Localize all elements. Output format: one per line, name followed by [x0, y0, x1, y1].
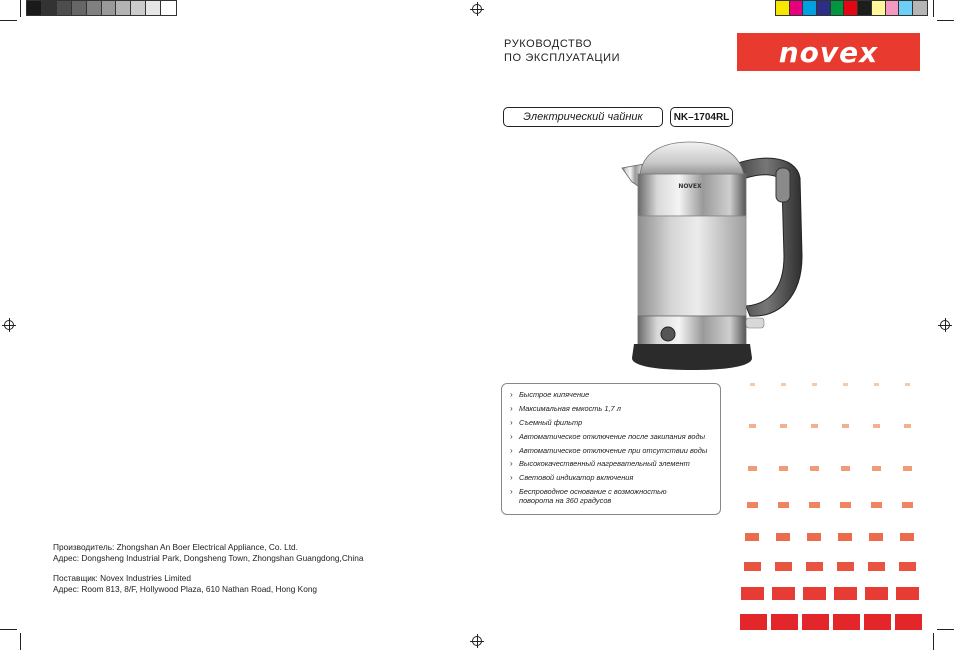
decorative-square [864, 614, 891, 630]
arrow-right-icon: › [510, 473, 513, 483]
calibration-swatch [72, 1, 87, 15]
crop-mark [933, 0, 934, 17]
grayscale-calibration-bar [26, 0, 177, 16]
decorative-square [776, 533, 790, 541]
calibration-swatch [161, 1, 176, 15]
decorative-square [811, 424, 818, 428]
decorative-square [873, 424, 880, 428]
decorative-square [803, 587, 826, 600]
calibration-swatch [790, 1, 804, 15]
model-label: NK–1704RL [670, 107, 733, 127]
decorative-square [905, 383, 910, 386]
calibration-swatch [913, 1, 927, 15]
arrow-right-icon: › [510, 417, 513, 427]
feature-item-continuation: поворота на 360 градусов [519, 496, 612, 506]
manual-title [504, 37, 620, 65]
decorative-square [740, 614, 767, 630]
decorative-square [868, 562, 885, 571]
color-calibration-bar [775, 0, 928, 16]
decorative-square [810, 466, 819, 471]
calibration-swatch [87, 1, 102, 15]
calibration-swatch [131, 1, 146, 15]
arrow-right-icon: › [510, 390, 513, 399]
arrow-right-icon: › [510, 487, 513, 497]
feature-item: › Быстрое кипячение [510, 390, 590, 399]
decorative-square [741, 587, 764, 600]
crop-mark [0, 629, 17, 630]
feature-item: › Максимальная емкость 1,7 л [510, 403, 621, 413]
calibration-swatch [872, 1, 886, 15]
registration-mark-icon [472, 4, 482, 14]
calibration-swatch [858, 1, 872, 15]
decorative-square [900, 533, 914, 541]
decorative-square [780, 424, 787, 428]
decorative-square [903, 466, 912, 471]
feature-item: › Съемный фильтр [510, 417, 583, 427]
supplier-address: Адрес: Room 813, 8/F, Hollywood Plaza, 610 Nathan Road, Hong Kong [53, 584, 318, 594]
decorative-square [840, 502, 851, 508]
decorative-square [744, 562, 761, 571]
decorative-square [899, 562, 916, 571]
decorative-square [841, 466, 850, 471]
decorative-square [779, 466, 788, 471]
crop-mark [933, 633, 934, 650]
arrow-right-icon: › [510, 431, 513, 441]
manufacturer-info [53, 542, 364, 564]
decorative-square [869, 533, 883, 541]
features-box [501, 383, 721, 515]
decorative-square [896, 587, 919, 600]
decorative-square [902, 502, 913, 508]
decorative-square [806, 562, 823, 571]
crop-mark [20, 633, 21, 650]
arrow-right-icon: › [510, 459, 513, 469]
registration-mark-icon [4, 320, 14, 330]
calibration-swatch [831, 1, 845, 15]
registration-mark-icon [472, 636, 482, 646]
decorative-square [750, 383, 755, 386]
calibration-swatch [776, 1, 790, 15]
feature-item: › Автоматическое отключение после закипания воды [510, 431, 706, 441]
decorative-square [834, 587, 857, 600]
feature-item: › Высококачественный нагревательный элемент [510, 459, 690, 469]
calibration-swatch [57, 1, 72, 15]
decorative-square [833, 614, 860, 630]
kettle-brand-text: NOVEX [678, 183, 702, 190]
supplier-name: Поставщик: Novex Industries Limited [53, 573, 192, 583]
calibration-swatch [146, 1, 161, 15]
decorative-square [745, 533, 759, 541]
logo-text: novex [778, 35, 879, 69]
decorative-square [775, 562, 792, 571]
manufacturer-name: Производитель: Zhongshan An Boer Electrical Appliance, Co. Ltd. [53, 542, 298, 552]
manual-title-line-1: РУКОВОДСТВО [504, 38, 593, 50]
novex-logo [737, 33, 920, 71]
crop-mark [20, 0, 21, 17]
crop-mark [937, 629, 954, 630]
arrow-right-icon: › [510, 403, 513, 413]
calibration-swatch [886, 1, 900, 15]
decorative-square [747, 502, 758, 508]
calibration-swatch [817, 1, 831, 15]
decorative-square [874, 383, 879, 386]
feature-item: › Беспроводное основание с возможностью [510, 487, 667, 497]
decorative-square [771, 614, 798, 630]
decorative-square [781, 383, 786, 386]
calibration-swatch [899, 1, 913, 15]
calibration-swatch [42, 1, 57, 15]
calibration-swatch [844, 1, 858, 15]
decorative-square [778, 502, 789, 508]
registration-mark-icon [940, 320, 950, 330]
crop-mark [937, 20, 954, 21]
decorative-square [807, 533, 821, 541]
arrow-right-icon: › [510, 445, 513, 455]
decorative-square [872, 466, 881, 471]
decorative-square [895, 614, 922, 630]
kettle-image [618, 138, 808, 370]
supplier-info [53, 573, 317, 595]
manufacturer-address: Адрес: Dongsheng Industrial Park, Dongsheng Town, Zhongshan Guangdong,China [53, 553, 364, 563]
decorative-square [904, 424, 911, 428]
decorative-square [842, 424, 849, 428]
decorative-square [837, 562, 854, 571]
decorative-square [812, 383, 817, 386]
calibration-swatch [116, 1, 131, 15]
decorative-square [772, 587, 795, 600]
decorative-square [865, 587, 888, 600]
crop-mark [0, 20, 17, 21]
product-name-label: Электрический чайник [503, 107, 663, 127]
feature-item: › Световой индикатор включения [510, 473, 634, 483]
decorative-square [748, 466, 757, 471]
decorative-square [809, 502, 820, 508]
manual-title-line-2: ПО ЭКСПЛУАТАЦИИ [504, 52, 621, 64]
decorative-square [802, 614, 829, 630]
decorative-square [871, 502, 882, 508]
calibration-swatch [803, 1, 817, 15]
decorative-square [838, 533, 852, 541]
decorative-square [843, 383, 848, 386]
calibration-swatch [102, 1, 117, 15]
calibration-swatch [27, 1, 42, 15]
feature-item: › Автоматическое отключение при отсутствии воды [510, 445, 708, 455]
decorative-square [749, 424, 756, 428]
